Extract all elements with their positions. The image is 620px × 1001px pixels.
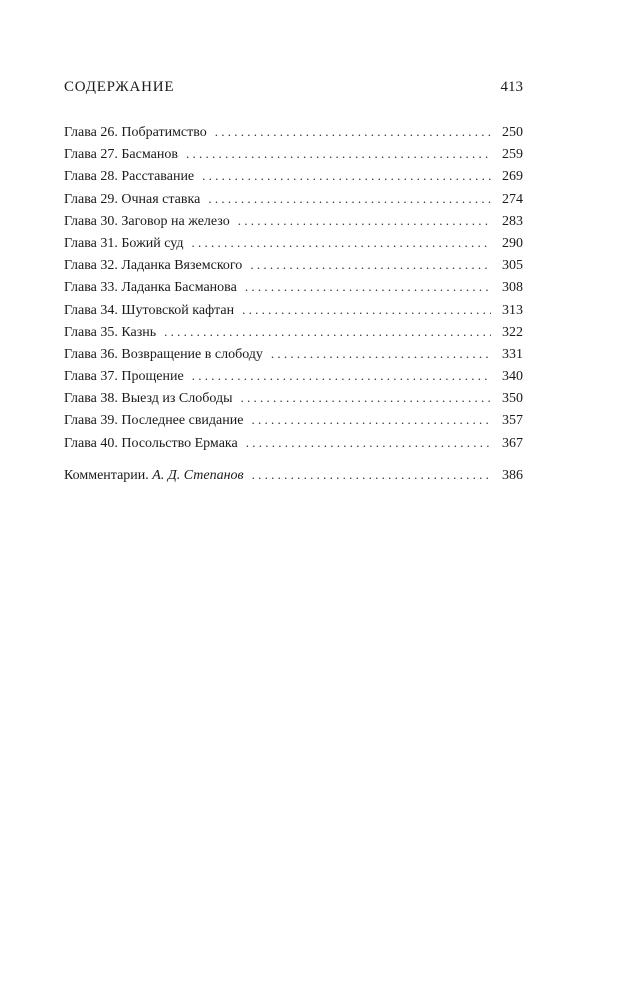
- toc-entry[interactable]: [64, 146, 523, 168]
- toc-entry-title: Глава 36. Возвращение в слободу: [64, 346, 263, 362]
- dot-leader: [251, 412, 491, 428]
- toc-entry-title: Глава 39. Последнее свидание: [64, 413, 244, 429]
- toc-entry[interactable]: [64, 168, 523, 190]
- toc-entry-page: 259: [502, 147, 523, 163]
- toc-entry-title: Глава 31. Божий суд: [64, 235, 184, 251]
- toc-entry-page: 350: [502, 391, 523, 407]
- toc-entry[interactable]: [64, 302, 523, 324]
- toc-entry[interactable]: [64, 324, 523, 346]
- toc-entry-page: 357: [502, 413, 523, 429]
- toc-entry-page: 274: [502, 191, 523, 207]
- toc-entry-page: 386: [502, 467, 523, 483]
- dot-leader: [164, 324, 491, 340]
- toc-entry[interactable]: [64, 435, 523, 457]
- dot-leader: [238, 213, 491, 229]
- toc-entry-title: Глава 27. Басманов: [64, 147, 178, 163]
- toc-entry[interactable]: [64, 257, 523, 279]
- toc-entry-page: 308: [502, 280, 523, 296]
- dot-leader: [271, 346, 491, 362]
- toc-entry[interactable]: [64, 213, 523, 235]
- toc-entry-page: 340: [502, 369, 523, 385]
- toc-entry-title: Глава 34. Шутовской кафтан: [64, 302, 235, 318]
- running-head: [64, 79, 523, 99]
- toc-entry-title: Глава 26. Побратимство: [64, 125, 207, 140]
- commentary-author: А. Д. Степанов: [152, 467, 244, 483]
- section-spacer: [64, 457, 523, 467]
- toc-entry[interactable]: [64, 124, 523, 146]
- toc-entry-title: Глава 37. Прощение: [64, 369, 184, 385]
- toc-entry-title: Глава 29. Очная ставка: [64, 191, 201, 207]
- toc-entry-page: 367: [502, 435, 523, 451]
- dot-leader: [242, 302, 491, 318]
- dot-leader: [250, 257, 491, 273]
- toc-entry-commentary[interactable]: [64, 467, 523, 489]
- toc-entry-title: Глава 40. Посольство Ермака: [64, 435, 238, 451]
- toc-entry-page: 290: [502, 235, 523, 251]
- dot-leader: [192, 235, 492, 251]
- dot-leader: [246, 435, 491, 451]
- dot-leader: [245, 279, 491, 295]
- toc-entry-title: Глава 38. Выезд из Слободы: [64, 391, 233, 407]
- table-of-contents: [64, 124, 523, 489]
- toc-entry-title: Глава 32. Ладанка Вяземского: [64, 258, 243, 274]
- toc-entry-page: 331: [502, 346, 523, 362]
- toc-entry[interactable]: [64, 412, 523, 434]
- toc-entry-title: [64, 468, 244, 484]
- dot-leader: [241, 390, 491, 406]
- toc-entry[interactable]: [64, 346, 523, 368]
- page-number: 413: [500, 79, 523, 95]
- toc-entry-title: Глава 35. Казнь: [64, 324, 157, 340]
- toc-entry-page: 250: [502, 125, 523, 140]
- toc-entry-page: 313: [502, 302, 523, 318]
- dot-leader: [215, 124, 491, 140]
- toc-entry[interactable]: [64, 390, 523, 412]
- commentary-label: Комментарии.: [64, 467, 149, 483]
- dot-leader: [192, 368, 491, 384]
- toc-entry[interactable]: [64, 235, 523, 257]
- toc-entry-title: Глава 28. Расставание: [64, 169, 195, 185]
- toc-entry[interactable]: [64, 368, 523, 390]
- dot-leader: [186, 146, 491, 162]
- page-title: СОДЕРЖАНИЕ: [64, 79, 175, 95]
- toc-entry[interactable]: [64, 191, 523, 213]
- toc-entry-page: 269: [502, 169, 523, 185]
- toc-entry-page: 305: [502, 258, 523, 274]
- toc-entry-title: Глава 33. Ладанка Басманова: [64, 280, 237, 296]
- toc-entry[interactable]: [64, 279, 523, 301]
- toc-entry-page: 283: [502, 213, 523, 229]
- dot-leader: [208, 191, 491, 207]
- dot-leader: [202, 168, 491, 184]
- dot-leader: [252, 467, 491, 483]
- document-page: [64, 0, 523, 1001]
- toc-entry-title: Глава 30. Заговор на железо: [64, 213, 230, 229]
- toc-entry-page: 322: [502, 324, 523, 340]
